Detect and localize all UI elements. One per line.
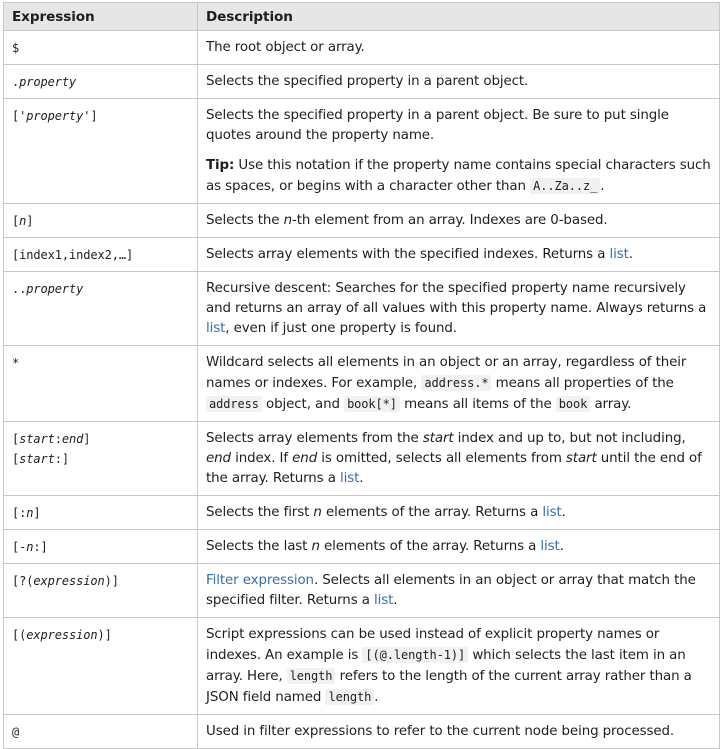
description-text: Selects array elements with the specified indexes. Returns a [206,247,610,262]
expression-cell [4,422,198,496]
expression-line [12,429,189,449]
expression-cell [4,238,198,272]
expression-cell [4,564,198,618]
expression-text: * [12,356,20,370]
italic-term: property [19,75,77,89]
tip-label: Tip: [206,158,235,173]
description-cell [198,618,720,715]
expression-cell [4,618,198,715]
expression-line [12,72,189,92]
table-row [4,564,720,618]
expression-cell [4,496,198,530]
description-text: Use this notation if the property name contains special characters such as spaces, or begins with a character other than [206,158,711,194]
expression-text: [index1,index2,…] [12,248,134,262]
description-cell [198,31,720,65]
expression-text: '] [83,109,98,123]
italic-term: end [292,451,318,466]
description-paragraph [206,429,711,489]
italic-term: start [19,452,55,466]
description-text: . [393,593,398,608]
italic-term: expression [26,628,98,642]
description-text: refers to the length of the current array rather than a JSON field named [206,669,692,705]
expression-text: :] [33,540,48,554]
inline-code: [(@.length-1)] [362,647,468,663]
table-row [4,65,720,99]
list-link[interactable]: list [206,321,226,336]
header-row [4,3,720,31]
description-text: . Selects all elements in an object or array that match the specified filter. Returns a [206,573,696,608]
description-cell [198,65,720,99]
description-paragraph [206,722,711,742]
description-cell [198,422,720,496]
list-link[interactable]: list [339,471,360,486]
description-paragraph [206,537,711,557]
expression-cell [4,31,198,65]
italic-term: start [19,432,55,446]
expression-line [12,625,189,645]
description-cell [198,204,720,238]
expression-line [12,503,189,523]
description-text: . [359,471,364,486]
italic-term: n [19,214,27,228]
table-row [4,715,720,749]
list-link[interactable]: list [609,247,629,262]
description-text: is omitted, selects all elements from [317,451,566,466]
description-text: Selects the specified property in a parent object. Be sure to put single quotes around the property name. [206,108,669,143]
expression-text: [( [12,628,27,642]
description-cell [198,564,720,618]
list-link[interactable]: list [540,539,560,554]
expression-line [12,245,189,265]
expression-line [12,211,189,231]
expression-text: [' [12,109,27,123]
expression-text: [- [12,540,27,554]
filter-expression-link[interactable]: Filter expression [206,573,314,588]
expression-text: : [54,432,62,446]
description-cell [198,346,720,422]
description-text: . [559,539,564,554]
expression-text: [ [12,452,20,466]
description-paragraph [206,353,711,415]
description-text: . [374,690,379,705]
expression-line [12,537,189,557]
italic-term: n [313,505,322,520]
expression-text: [ [12,214,20,228]
expression-text: :] [54,452,69,466]
description-text: -th element from an array. Indexes are 0-based. [291,213,608,228]
expression-text: ] [83,432,91,446]
italic-term: end [61,432,84,446]
expression-cell [4,715,198,749]
description-text: Selects the last [206,539,312,554]
description-text: index and up to, but not including, [453,431,686,446]
expression-line [12,353,189,373]
description-text: index. If [230,451,293,466]
expression-text: ] [33,506,41,520]
list-link[interactable]: list [374,593,394,608]
jsonpath-reference-table [3,2,720,749]
expression-line [12,106,189,126]
expression-line [12,722,189,742]
expression-text: ] [26,214,34,228]
expression-text: [ [12,432,20,446]
description-paragraph [206,156,711,197]
expression-text: @ [12,725,20,739]
italic-term: n [283,213,292,228]
expression-line [12,279,189,299]
expression-text: )] [97,628,112,642]
inline-code: length [325,689,374,705]
description-cell [198,238,720,272]
inline-code: address.* [421,375,491,391]
description-text: means all items of the [399,397,556,412]
description-paragraph [206,279,711,339]
description-paragraph [206,625,711,708]
description-text: Selects the [206,213,284,228]
description-text: . [600,179,605,194]
description-text: array. [590,397,632,412]
italic-term: n [26,540,34,554]
description-text: Script expressions can be used instead of explicit property names or indexes. An example is [206,627,660,663]
italic-term: n [26,506,34,520]
inline-code: book [556,396,591,412]
table-row [4,238,720,272]
description-text: . [628,247,633,262]
expression-text: [: [12,506,27,520]
expression-text: .. [12,282,27,296]
description-text: The root object or array. [206,40,365,55]
table-body [4,31,720,749]
description-text: Used in filter expressions to refer to the current node being processed. [206,724,675,739]
description-text: , even if just one property is found. [225,321,457,336]
description-cell [198,715,720,749]
description-paragraph [206,211,711,231]
column-header-expression: Expression [4,3,198,31]
description-paragraph [206,503,711,523]
description-text: object, and [261,397,345,412]
description-cell [198,496,720,530]
expression-cell [4,272,198,346]
expression-cell [4,65,198,99]
list-link[interactable]: list [542,505,562,520]
italic-term: n [311,539,320,554]
expression-cell [4,99,198,204]
italic-term: expression [33,574,105,588]
description-text: Selects array elements from the [206,431,423,446]
expression-line [12,38,189,58]
table-header [4,3,720,31]
column-header-description: Description [198,3,720,31]
table-row [4,618,720,715]
description-text: which selects the last item in an array. Here, [206,648,686,684]
description-text: means all properties of the [491,376,674,391]
table-row [4,346,720,422]
description-cell [198,530,720,564]
expression-cell [4,530,198,564]
table-row [4,496,720,530]
description-text: elements of the array. Returns a [321,505,543,520]
inline-code: A..Za..z_ [530,178,600,194]
italic-term: property [26,109,84,123]
expression-text: $ [12,41,20,55]
description-cell [198,99,720,204]
expression-line [12,571,189,591]
description-paragraph [206,245,711,265]
description-paragraph [206,38,711,58]
expression-line [12,449,189,469]
table-row [4,272,720,346]
description-text: Recursive descent: Searches for the specified property name recursively and returns an array of all values with this property name. Always returns a [206,281,707,316]
description-paragraph [206,106,711,146]
expression-cell [4,346,198,422]
description-text: Wildcard selects all elements in an object or an array, regardless of their names or indexes. For example, [206,355,687,391]
italic-term: end [206,451,231,466]
expression-cell [4,204,198,238]
table-row [4,31,720,65]
table-row [4,422,720,496]
inline-code: address [206,396,262,412]
table-row [4,530,720,564]
description-text: . [561,505,566,520]
description-text: Selects the first [206,505,314,520]
expression-text: [?( [12,574,34,588]
italic-term: start [422,431,454,446]
italic-term: property [26,282,84,296]
table-row [4,204,720,238]
description-paragraph [206,72,711,92]
inline-code: length [287,668,336,684]
description-cell [198,272,720,346]
inline-code: book[*] [344,396,400,412]
expression-text: )] [104,574,119,588]
description-text: until the end of the array. Returns a [206,451,702,486]
description-paragraph [206,571,711,611]
description-text: elements of the array. Returns a [319,539,541,554]
expression-text: . [12,75,20,89]
description-text: Selects the specified property in a parent object. [206,74,529,89]
table-row [4,99,720,204]
italic-term: start [565,451,597,466]
